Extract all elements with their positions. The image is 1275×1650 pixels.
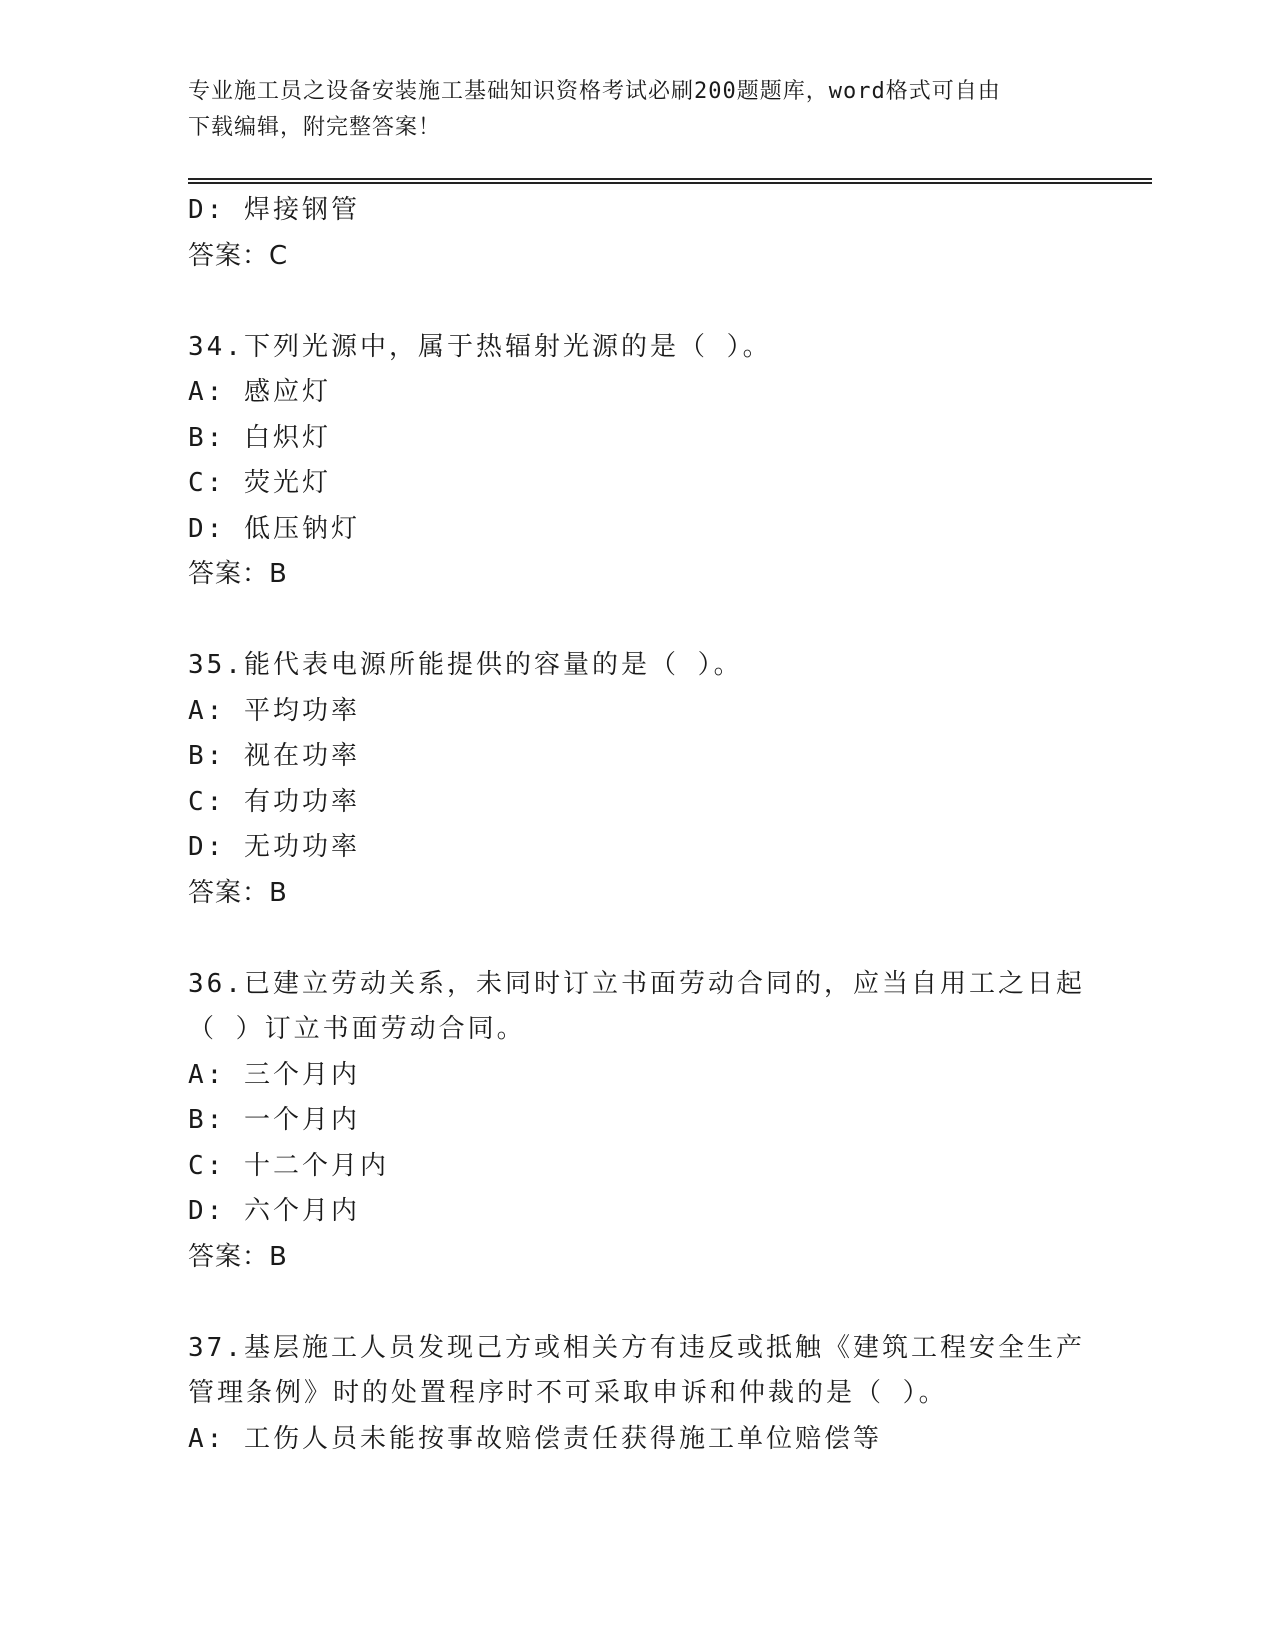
question-35 [188, 643, 1088, 916]
spacer [188, 598, 1088, 644]
spacer [188, 1280, 1088, 1326]
prev-question-tail [188, 188, 1088, 279]
option-c: C: 十二个月内 [188, 1150, 389, 1181]
question-stem: 35.能代表电源所能提供的容量的是（ ）。 [188, 650, 743, 680]
question-stem-line-2: 管理条例》时的处置程序时不可采取申诉和仲裁的是（ ）。 [188, 1378, 948, 1408]
option-c: C: 荧光灯 [188, 468, 331, 498]
header-title-line-2: 下载编辑，附完整答案！ [188, 115, 442, 140]
option-d: D: 六个月内 [188, 1196, 360, 1226]
option-a: A: 工伤人员未能按事故赔偿责任获得施工单位赔偿等 [188, 1423, 882, 1454]
question-stem: 34.下列光源中，属于热辐射光源的是（ ）。 [188, 331, 772, 362]
option-a: A: 三个月内 [188, 1059, 360, 1090]
option-c: C: 有功功率 [188, 786, 360, 817]
question-36 [188, 962, 1088, 1281]
answer-line: 答案：B [188, 559, 288, 589]
header-divider-bottom [188, 182, 1152, 184]
option-a: A: 平均功率 [188, 695, 360, 726]
option-d: D: 焊接钢管 [188, 195, 360, 225]
option-b: B: 视在功率 [188, 741, 360, 771]
question-37 [188, 1326, 1088, 1463]
option-b: B: 一个月内 [188, 1105, 360, 1135]
option-a: A: 感应灯 [188, 377, 331, 407]
question-stem-line-1: 36.已建立劳动关系，未同时订立书面劳动合同的，应当自用工之日起 [188, 968, 1085, 999]
question-34 [188, 325, 1088, 598]
answer-line: 答案：C [188, 240, 289, 271]
header-divider-top [188, 178, 1152, 180]
question-stem-line-1: 37.基层施工人员发现己方或相关方有违反或抵触《建筑工程安全生产 [188, 1332, 1085, 1363]
option-b: B: 白炽灯 [188, 422, 331, 453]
header-title-line-1: 专业施工员之设备安装施工基础知识资格考试必刷200题题库，word格式可自由 [188, 79, 1001, 104]
spacer [188, 279, 1088, 325]
spacer [188, 916, 1088, 962]
answer-line: 答案：B [188, 877, 288, 908]
option-d: D: 低压钠灯 [188, 513, 360, 544]
question-content [188, 188, 1088, 1462]
document-header [188, 74, 1088, 146]
option-d: D: 无功功率 [188, 832, 360, 862]
answer-line: 答案：B [188, 1241, 288, 1272]
question-stem-line-2: （ ）订立书面劳动合同。 [188, 1014, 526, 1044]
